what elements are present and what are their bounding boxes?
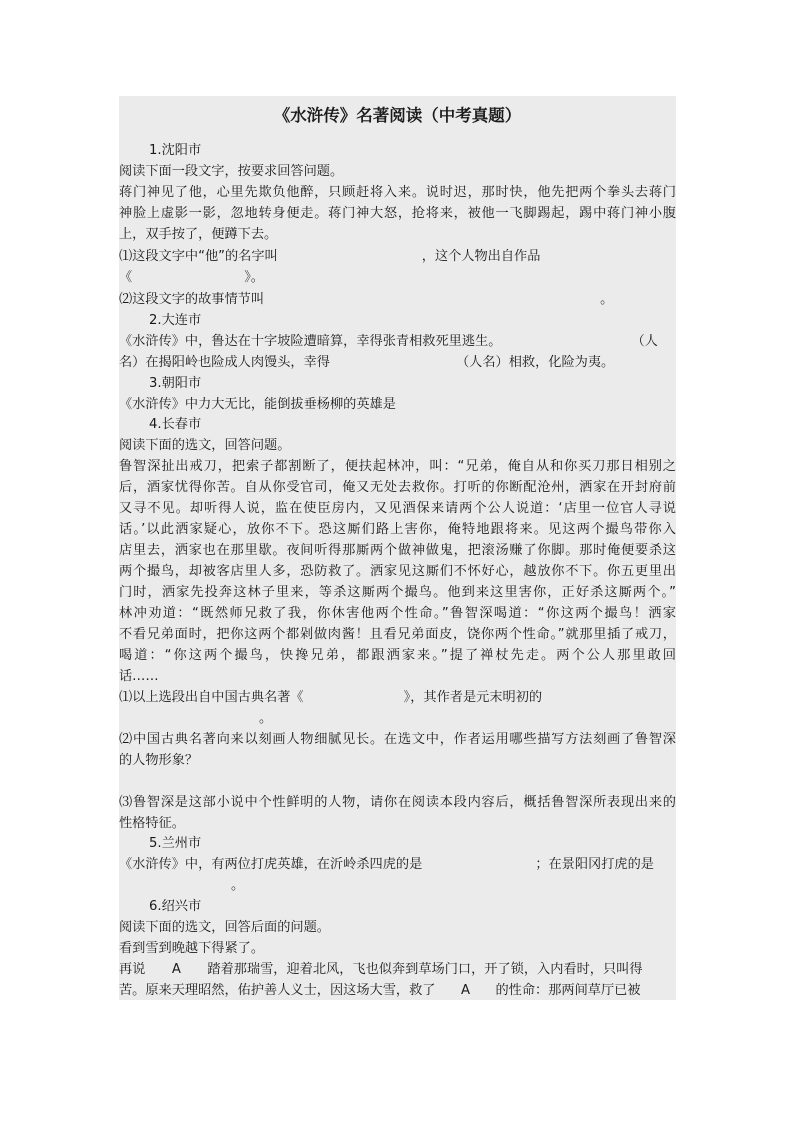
question-text: 》，其作者是元末明初的	[403, 690, 543, 705]
section-6-instruction: 阅读下面的选文，回答后面的问题。	[119, 920, 330, 935]
section-4-passage-line: 店里去，洒家也在那里歇。夜间听得那厮两个做神做鬼，把滚汤赚了你脚。那时俺便要杀这	[119, 543, 676, 558]
section-5-line	[119, 875, 676, 896]
blank-marker-a: A	[171, 962, 181, 977]
question-text: ⑴这段文字中“他”的名字叫	[119, 249, 278, 264]
section-6-passage-line	[119, 959, 676, 980]
section-4-passage-line: 两个撮鸟，却被客店里人多，恐防救了。洒家见这厮们不怀好心，越放你不下。你五更里出	[119, 564, 676, 579]
passage-text: 苦。原来天理昭然，佑护善人义士，因这场大雪，救了	[119, 983, 436, 998]
question-text: 。	[600, 292, 614, 307]
question-text: （人	[631, 334, 658, 349]
section-4-passage-line: 林冲劝道：“既然师兄救了我，你休害他两个性命。”鲁智深喝道：“你这两个撮鸟！洒家	[119, 606, 676, 621]
question-text: 》。	[244, 270, 264, 285]
section-6-heading: 6.绍兴市	[149, 899, 202, 914]
section-6-passage-line: 看到雪到晚越下得紧了。	[119, 941, 265, 956]
question-text: ⑴以上选段出自中国古典名著《	[119, 690, 304, 705]
section-1-question-1	[119, 246, 676, 267]
question-text: 《水浒传》中，鲁达在十字坡险遭暗算，幸得张青相救死里逃生。	[119, 334, 502, 349]
question-text: ⑵这段文字的故事情节叫	[119, 292, 265, 307]
section-4-instruction: 阅读下面的选文，回答问题。	[119, 438, 291, 453]
question-text: 《水浒传》中，有两位打虎英雄，在沂岭杀四虎的是	[119, 857, 423, 872]
section-4-heading: 4.长春市	[149, 417, 202, 432]
section-1-passage-line: 蒋门神见了他，心里先欺负他醉，只顾赶将入来。说时迟，那时快，他先把两个拳头去蒋门	[119, 185, 676, 200]
section-1-instruction: 阅读下面一段文字，按要求回答问题。	[119, 164, 344, 179]
section-5-heading: 5.兰州市	[149, 836, 202, 851]
passage-text: 再说	[119, 962, 146, 977]
section-1-passage-line: 上，双手按了，便蹲下去。	[119, 227, 278, 242]
section-6-passage-line	[119, 980, 676, 1000]
section-5-line	[119, 854, 676, 875]
question-text: ，这个人物出自作品	[421, 249, 541, 264]
document-page	[119, 96, 676, 1000]
section-4-question-2: ⑵中国古典名著向来以刻画人物细腻见长。在选文中，作者运用哪些描写方法刻画了鲁智深	[119, 732, 676, 747]
blank-marker-a: A	[460, 983, 471, 998]
question-text: ；在景阳冈打虎的是	[535, 857, 654, 872]
section-1-question-2	[119, 289, 676, 310]
passage-text: 踏着那瑞雪，迎着北风，飞也似奔到草场门口，开了锁，入内看时，只叫得	[207, 962, 643, 977]
section-4-passage-line: 后，酒家忧得你苦。自从你受官司，俺又无处去救你。打听的你断配沧州，洒家在开封府前	[119, 480, 676, 495]
section-4-passage-line: 话。’以此洒家疑心，放你不下。恐这厮们路上害你，俺特地跟将来。见这两个撮鸟带你入	[119, 522, 676, 537]
passage-text: 的性命：那两间草厅已被	[495, 983, 641, 998]
section-4-passage-line: 又寻不见。却听得人说，监在使臣房内，又见酒保来请两个公人说道：‘店里一位官人寻说	[119, 501, 676, 516]
question-text: （人名）相救，化险为夷。	[456, 355, 615, 370]
section-3-line: 《水浒传》中力大无比，能倒拔垂杨柳的英雄是	[119, 397, 396, 412]
section-4-question-3-cont: 性格特征。	[119, 816, 185, 831]
section-1-passage-line: 神脸上虚影一影，忽地转身便走。蒋门神大怒，抢将来，被他一飞脚踢起，踢中蒋门神小腹	[119, 206, 676, 221]
question-text: 《	[119, 270, 133, 285]
section-4-question-1	[119, 687, 676, 708]
section-4-passage-line: 鲁智深扯出戒刀，把索子都割断了，便扶起林冲，叫：“兄弟，俺自从和你买刀那日相别之	[119, 459, 676, 474]
section-3-heading: 3.朝阳市	[149, 376, 202, 391]
section-4-passage-line: 不看兄弟面时，把你这两个都剁做肉酱！且看兄弟面皮，饶你两个性命。”就那里插了戒刀，	[119, 627, 676, 642]
question-text: 。	[231, 878, 245, 893]
question-text: 名）在揭阳岭也险成人肉馒头，幸得	[119, 355, 330, 370]
section-1-heading: 1.沈阳市	[149, 143, 202, 158]
section-4-passage-line: 喝道：“你这两个撮鸟，快搀兄弟，都跟洒家来。”提了禅杖先走。两个公人那里敢回	[119, 648, 676, 663]
question-text: 。	[259, 711, 273, 726]
section-4-question-3: ⑶鲁智深是这部小说中个性鲜明的人物，请你在阅读本段内容后，概括鲁智深所表现出来的	[119, 795, 676, 810]
section-4-passage-line: 话……	[119, 669, 159, 684]
section-4-question-1-cont	[119, 708, 676, 729]
section-1-question-1-cont	[119, 267, 676, 288]
section-2-line	[119, 331, 676, 352]
document-title: 《水浒传》名著阅读（中考真题）	[273, 106, 522, 125]
section-4-question-2-cont: 的人物形象？	[119, 753, 199, 768]
section-4-passage-line: 门时，洒家先投奔这林子里来，等杀这厮两个撮鸟。他到来这里害你，正好杀这厮两个。”	[119, 585, 676, 600]
section-2-heading: 2.大连市	[149, 313, 202, 328]
section-2-line	[119, 352, 676, 373]
